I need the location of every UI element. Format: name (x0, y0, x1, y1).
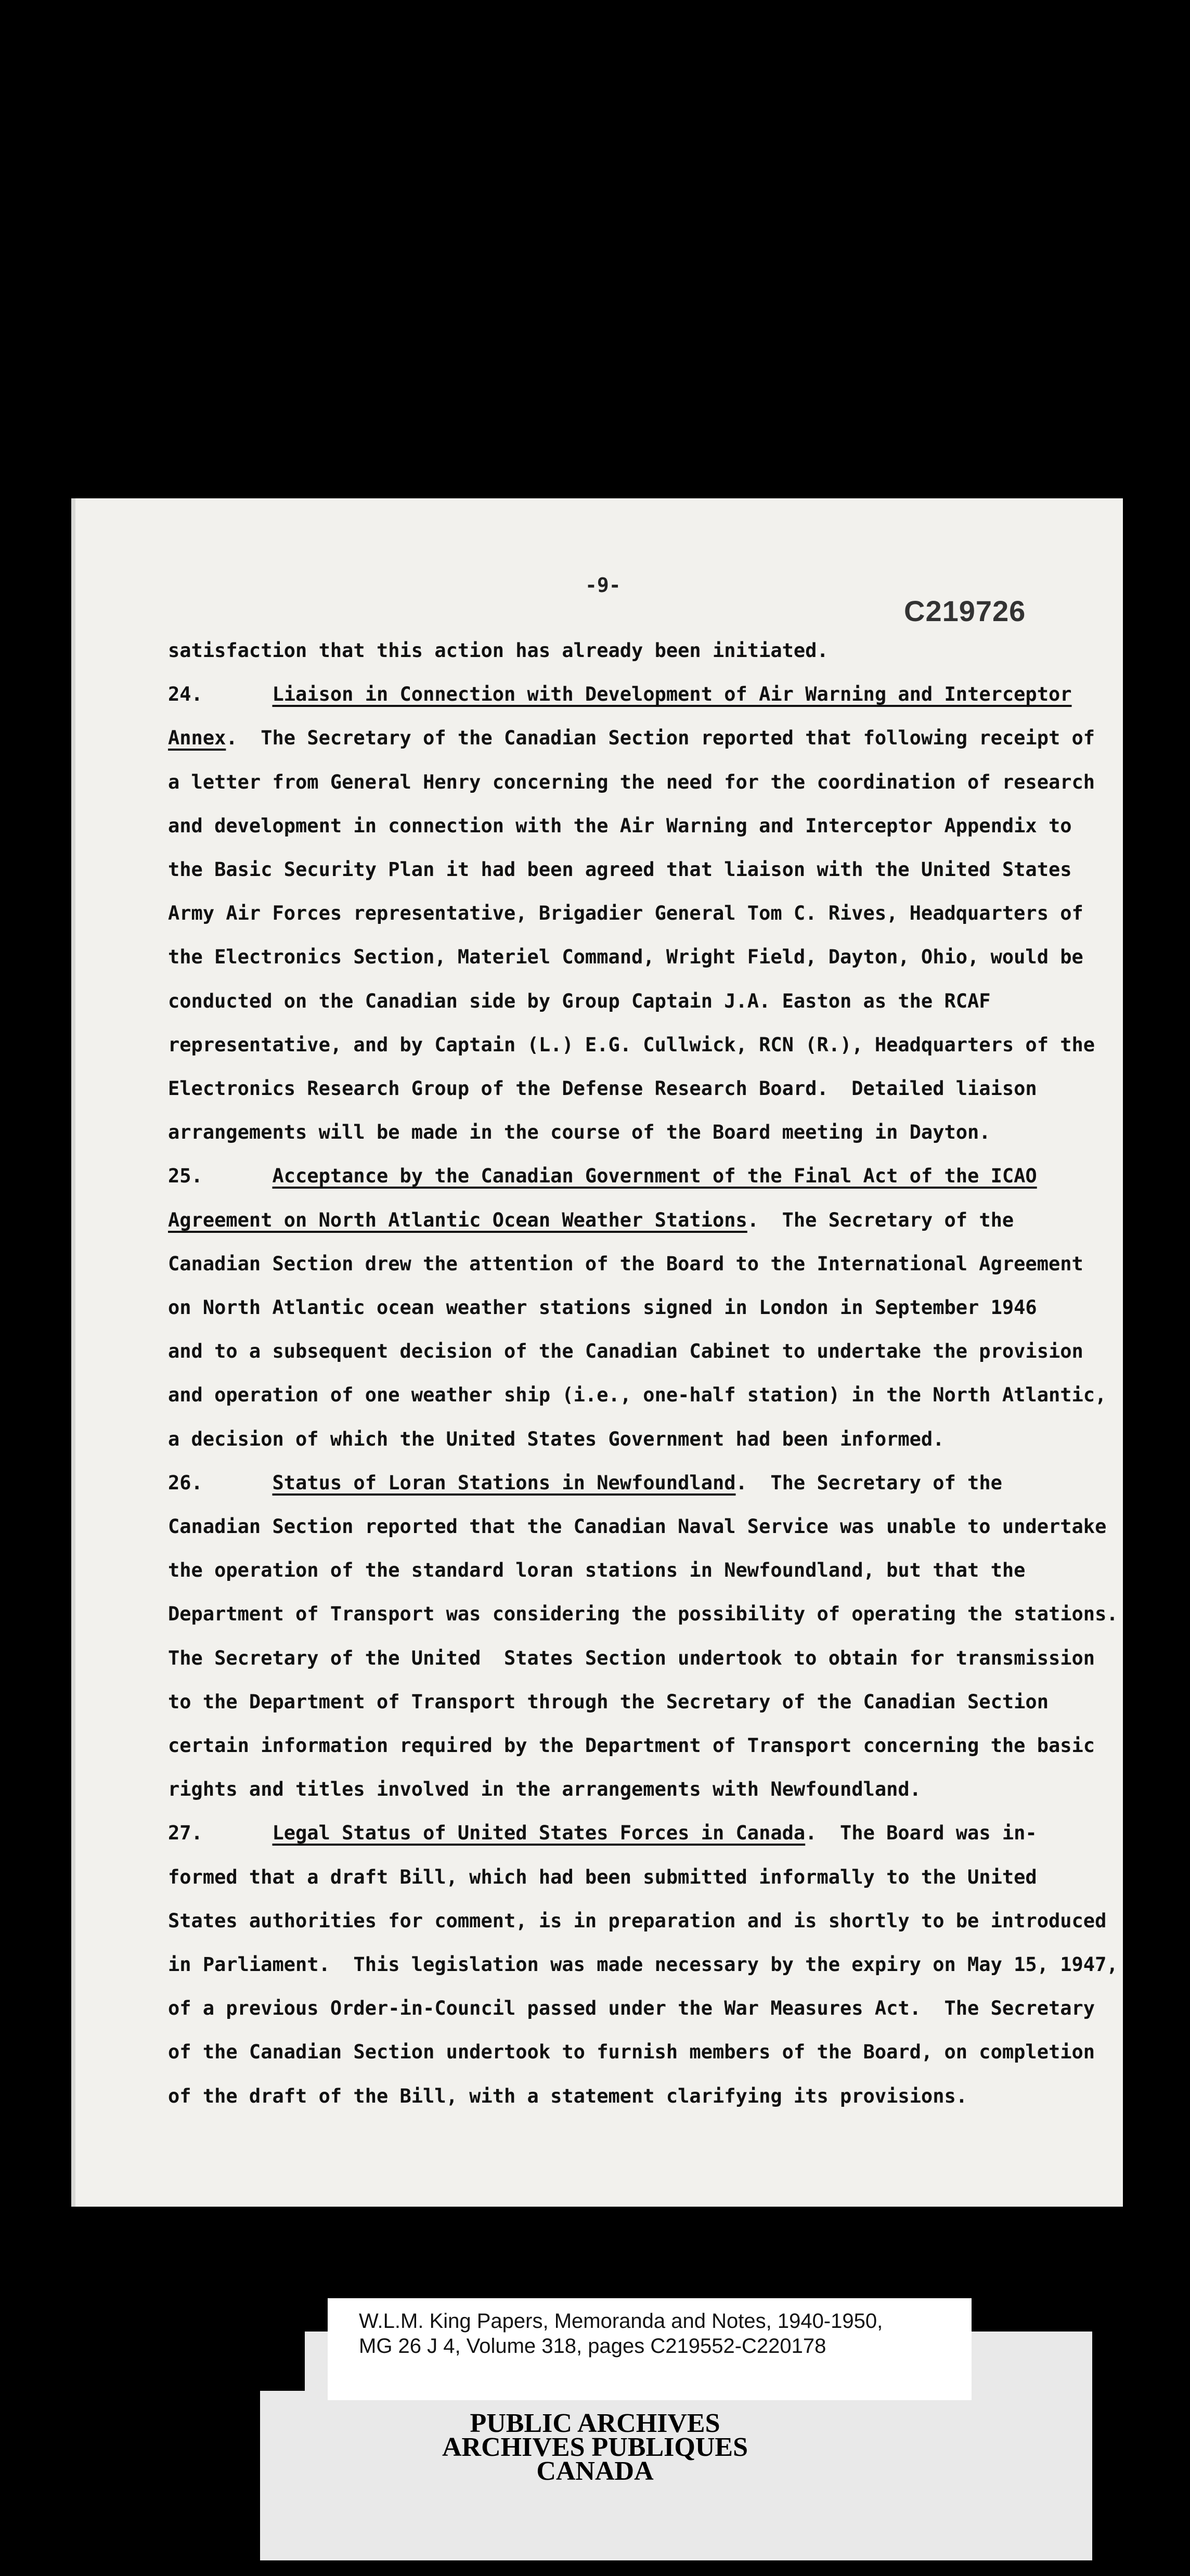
text-line (168, 728, 1095, 748)
text-line (168, 1385, 1106, 1405)
caption-line-2: MG 26 J 4, Volume 318, pages C219552-C220178 (359, 2335, 826, 2358)
text-span: 26. (168, 1472, 273, 1494)
text-span: of the draft of the Bill, with a statement clarifying its provisions. (168, 2085, 968, 2107)
text-span: The Secretary of the United States Section undertook to obtain for transmission (168, 1647, 1095, 1669)
underlined-heading: Acceptance by the Canadian Government of the Final Act of the ICAO (272, 1165, 1037, 1187)
text-line (168, 1911, 1106, 1930)
text-line (168, 1955, 1118, 1974)
archives-line-1: PUBLIC ARCHIVES (470, 2408, 720, 2438)
text-span: Electronics Research Group of the Defense Research Board. Detailed liaison (168, 1077, 1037, 1100)
caption-corner (260, 2332, 305, 2391)
archives-line-3: CANADA (536, 2456, 654, 2486)
underlined-heading: Liaison in Connection with Development of Air Warning and Interceptor (272, 683, 1072, 705)
text-line (168, 2086, 967, 2106)
text-span: the Electronics Section, Materiel Command, Wright Field, Dayton, Ohio, would be (168, 946, 1083, 968)
text-line (168, 1999, 1095, 2018)
text-line (168, 1429, 944, 1449)
text-line (168, 1648, 1095, 1668)
underlined-heading: Status of Loran Stations in Newfoundland (272, 1472, 736, 1494)
text-line (168, 1604, 1118, 1624)
text-span: of the Canadian Section undertook to furnish members of the Board, on completion (168, 2041, 1095, 2063)
text-span: . The Secretary of the (735, 1472, 1002, 1494)
text-span: and operation of one weather ship (i.e., one-half station) in the North Atlantic, (168, 1384, 1107, 1406)
text-span: 24. (168, 683, 273, 705)
text-span: 27. (168, 1822, 273, 1844)
text-span: certain information required by the Department of Transport concerning the basic (168, 1734, 1095, 1757)
text-line (168, 1867, 1037, 1887)
text-line (168, 685, 1072, 704)
text-span: and to a subsequent decision of the Canadian Cabinet to undertake the provision (168, 1340, 1083, 1362)
underlined-heading: Legal Status of United States Forces in Canada (272, 1822, 806, 1844)
text-span: conducted on the Canadian side by Group Captain J.A. Easton as the RCAF (168, 990, 991, 1012)
text-span: . The Secretary of the (747, 1209, 1014, 1231)
text-span: of a previous Order-in-Council passed under the War Measures Act. The Secretary (168, 1997, 1095, 2019)
text-line (168, 1123, 991, 1142)
text-line (168, 860, 1072, 879)
text-span: on North Atlantic ocean weather stations signed in London in September 1946 (168, 1296, 1037, 1319)
text-span: the operation of the standard loran stations in Newfoundland, but that the (168, 1559, 1026, 1581)
text-line (168, 991, 991, 1011)
text-span: Army Air Forces representative, Brigadier General Tom C. Rives, Headquarters of (168, 902, 1083, 924)
text-span: . The Secretary of the Canadian Section reported that following receipt of (226, 727, 1095, 749)
text-span: formed that a draft Bill, which had been submitted informally to the United (168, 1866, 1037, 1888)
text-line (168, 1166, 1037, 1186)
text-line (168, 1254, 1083, 1273)
text-line (168, 772, 1095, 792)
text-span: satisfaction that this action has already been initiated. (168, 639, 829, 662)
text-span: States authorities for comment, is in preparation and is shortly to be introduced (168, 1910, 1107, 1932)
text-line (168, 1692, 1049, 1711)
text-span: arrangements will be made in the course of the Board meeting in Dayton. (168, 1121, 991, 1143)
text-line (168, 1298, 1037, 1317)
page-number: -9- (585, 574, 621, 597)
text-span: to the Department of Transport through the Secretary of the Canadian Section (168, 1691, 1049, 1713)
text-line (168, 2042, 1095, 2062)
text-line (168, 1823, 1037, 1843)
text-line (168, 1035, 1095, 1054)
text-line (168, 1736, 1095, 1755)
text-line (168, 1561, 1025, 1580)
text-span: and development in connection with the Air Warning and Interceptor Appendix to (168, 815, 1072, 837)
text-span: a decision of which the United States Government had been informed. (168, 1428, 945, 1450)
caption-line-1: W.L.M. King Papers, Memoranda and Notes, 1940-1950, (359, 2310, 883, 2333)
text-line (168, 947, 1083, 967)
text-span: representative, and by Captain (L.) E.G. Cullwick, RCN (R.), Headquarters of the (168, 1034, 1095, 1056)
text-span: a letter from General Henry concerning the need for the coordination of research (168, 771, 1095, 793)
underlined-heading: Annex (168, 727, 226, 749)
text-span: in Parliament. This legislation was made necessary by the expiry on May 15, 1947, (168, 1953, 1118, 1976)
document-stamp: C219726 (904, 595, 1026, 627)
underlined-heading: Agreement on North Atlantic Ocean Weather Stations (168, 1209, 747, 1231)
text-span: the Basic Security Plan it had been agreed that liaison with the United States (168, 858, 1072, 881)
text-line (168, 1079, 1037, 1098)
text-line (168, 1780, 921, 1799)
text-line (168, 1517, 1106, 1536)
text-line (168, 904, 1083, 923)
text-line (168, 1473, 1002, 1492)
text-line (168, 816, 1072, 835)
text-line (168, 641, 829, 660)
text-span: . The Board was in- (805, 1822, 1037, 1844)
text-span: Canadian Section reported that the Canadian Naval Service was unable to undertake (168, 1515, 1107, 1538)
text-span: Canadian Section drew the attention of the Board to the International Agreement (168, 1253, 1083, 1275)
archives-line-2: ARCHIVES PUBLIQUES (442, 2432, 748, 2462)
text-span: 25. (168, 1165, 273, 1187)
text-span: rights and titles involved in the arrangements with Newfoundland. (168, 1778, 921, 1800)
collection-caption (328, 2298, 972, 2400)
text-line (168, 1210, 1014, 1230)
text-line (168, 1342, 1083, 1361)
text-span: Department of Transport was considering the possibility of operating the stations. (168, 1603, 1118, 1625)
